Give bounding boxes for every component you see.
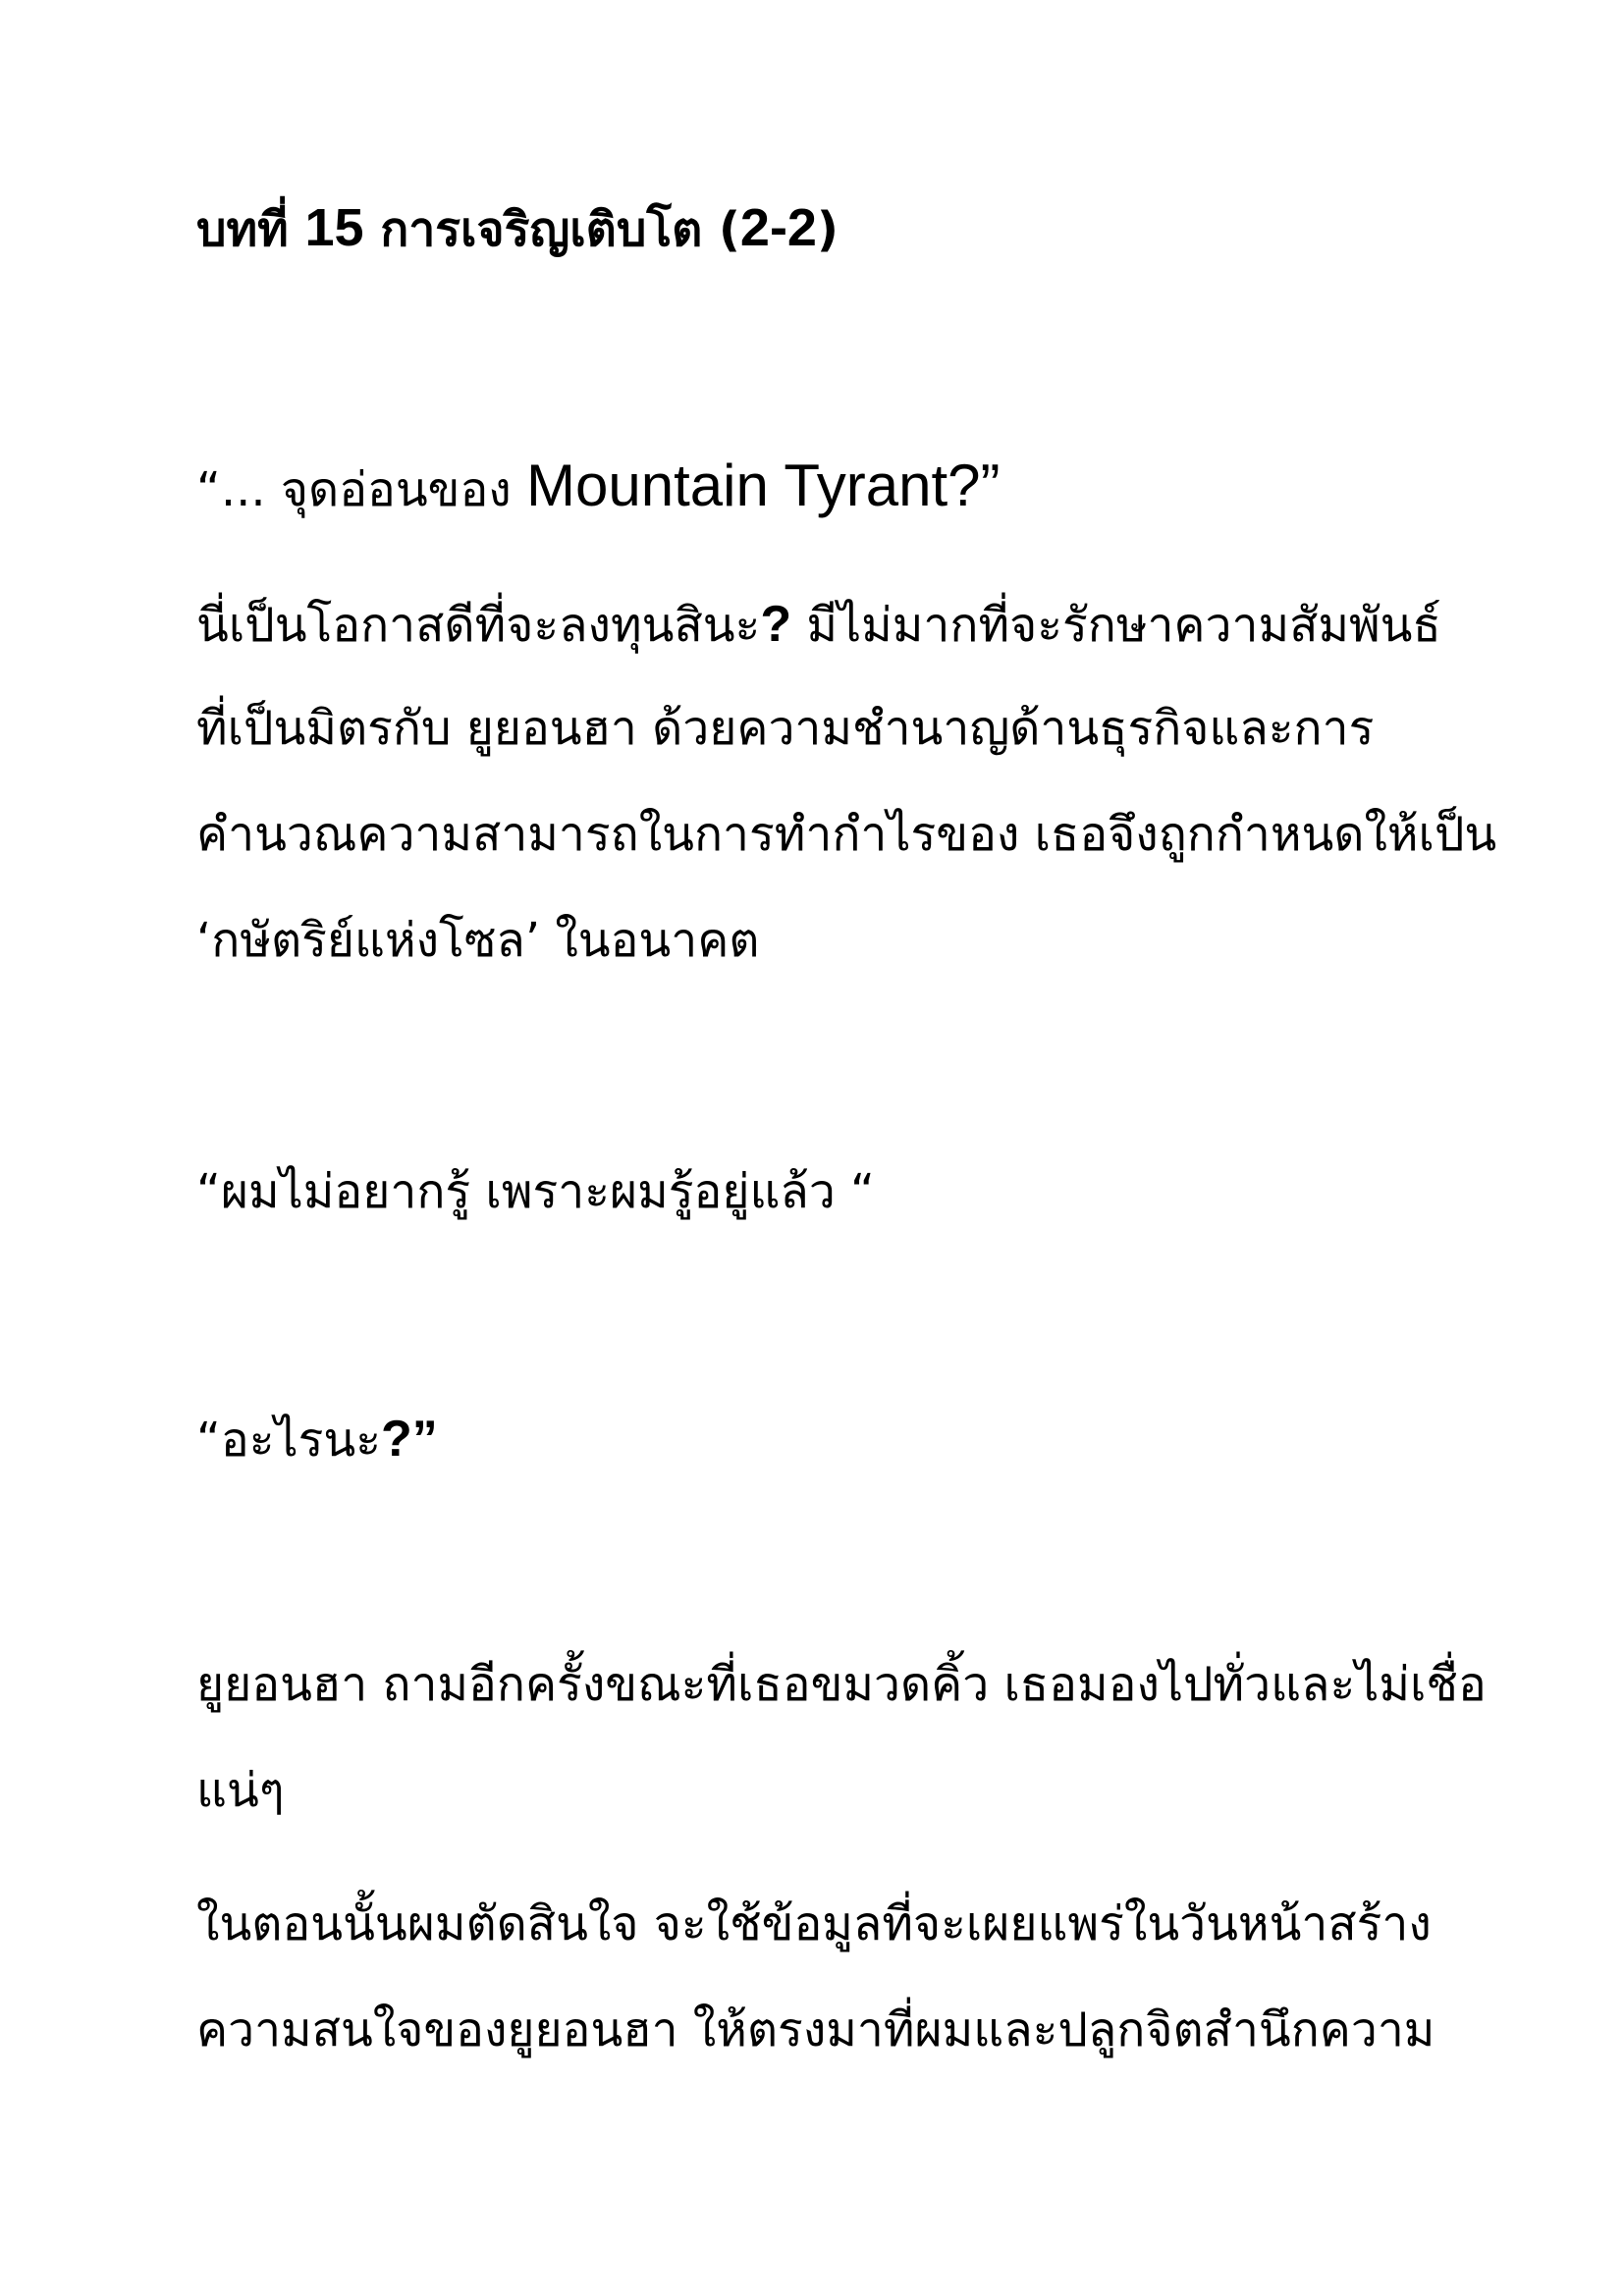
paragraph-3-line-2: ความสนใจของยูยอนฮา ให้ตรงมาที่ผมและปลูกจิตสำนึกความ: [196, 2002, 1435, 2057]
chapter-title-close: ): [816, 202, 839, 257]
chapter-title-name: การเจริญเติบโต (: [363, 202, 740, 257]
paragraph-1-line-2: ที่เป็นมิตรกับ ยูยอนฮา ด้วยความชำนาญด้านธุรกิจและการ: [196, 701, 1375, 756]
chapter-number: 15: [304, 198, 364, 257]
paragraph-2-line-1: ยูยอนฮา ถามอีกครั้งขณะที่เธอขมวดคิ้ว เธอมองไปทั่วและไม่เชื่อ: [196, 1657, 1487, 1712]
chapter-title: [196, 198, 839, 257]
dialogue-line-2: “ผมไม่อยากรู้ เพราะผมรู้อยู่แล้ว “: [196, 1164, 875, 1219]
paragraph-1-line-4: ‘กษัตริย์แห่งโซล’ ในอนาคต: [196, 913, 760, 968]
paragraph-1-line-1: [196, 596, 1441, 653]
paragraph-1-line-3: คำนวณความสามารถในการทำกำไรของ เธอจึงถูกกำหนดให้เป็น: [196, 807, 1497, 862]
paragraph-1-question-mark: ?: [760, 596, 792, 653]
chapter-part: 2-2: [739, 198, 817, 257]
dialogue-3-text: “อะไรนะ: [196, 1413, 381, 1468]
dialogue-1-name: Mountain Tyrant?”: [526, 453, 1001, 518]
chapter-title-prefix: บทที่: [196, 202, 305, 257]
paragraph-2-line-2: แน่ๆ: [196, 1763, 285, 1818]
paragraph-3-line-1: ในตอนนั้นผมตัดสินใจ จะใช้ข้อมูลที่จะเผยแพร่ในวันหน้าสร้าง: [196, 1896, 1432, 1951]
dialogue-1-text: “... จุดอ่อนของ: [196, 462, 526, 517]
dialogue-line-3: [196, 1411, 438, 1468]
dialogue-3-question-mark: ?”: [381, 1411, 438, 1468]
paragraph-1-line-1-a: นี่เป็นโอกาสดีที่จะลงทุนสินะ: [196, 598, 761, 653]
paragraph-1-line-1-b: มีไม่มากที่จะรักษาความสัมพันธ์: [791, 598, 1441, 653]
dialogue-line-1: [196, 453, 1001, 518]
